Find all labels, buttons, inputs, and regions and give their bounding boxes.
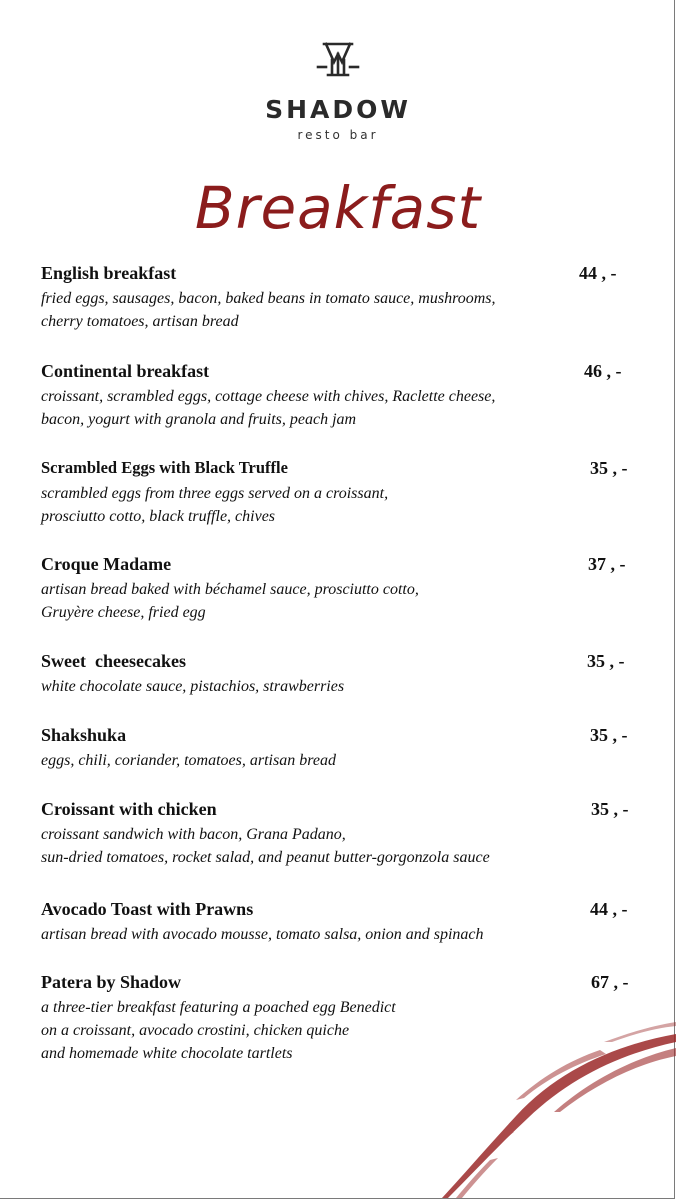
menu-item <box>41 552 641 624</box>
menu-item <box>41 723 641 772</box>
menu-item-name: English breakfast <box>41 263 177 283</box>
menu-item-price: 35 , - <box>590 458 628 478</box>
menu-item-price: 35 , - <box>587 651 625 671</box>
menu-item-description: artisan bread with avocado mousse, tomato salsa, onion and spinach <box>41 926 484 943</box>
menu-item <box>41 797 641 869</box>
menu-item-name: Scrambled Eggs with Black Truffle <box>41 458 288 477</box>
menu-item-description: scrambled eggs from three eggs served on a croissant, prosciutto cotto, black truffle, chives <box>41 485 389 525</box>
menu-item-description: croissant, scrambled eggs, cottage cheese with chives, Raclette cheese, bacon, yogurt with granola and fruits, peach jam <box>41 388 496 428</box>
menu-item-name: Continental breakfast <box>41 361 210 381</box>
menu-item <box>41 359 641 431</box>
menu-title: Breakfast <box>194 174 482 242</box>
menu-item-description: fried eggs, sausages, bacon, baked beans in tomato sauce, mushrooms, cherry tomatoes, artisan bread <box>41 290 496 330</box>
menu-item-name: Croque Madame <box>41 554 172 574</box>
menu-item <box>41 649 641 698</box>
menu-item-name: Patera by Shadow <box>41 972 182 992</box>
menu-item-name: Sweet cheesecakes <box>41 651 186 671</box>
decorative-brush-stroke-icon <box>420 1020 676 1200</box>
menu-item-name: Croissant with chicken <box>41 799 217 819</box>
menu-item-price: 35 , - <box>590 725 628 745</box>
menu-item-price: 44 , - <box>579 263 617 283</box>
menu-item-price: 35 , - <box>591 799 629 819</box>
menu-item-price: 44 , - <box>590 899 628 919</box>
brand-subtitle: resto bar <box>297 128 379 142</box>
menu-item <box>41 261 641 333</box>
menu-item-description: a three-tier breakfast featuring a poached egg Benedict on a croissant, avocado crostini, chicken quiche and homemade white chocolate tartlets <box>41 999 396 1062</box>
menu-item-description: croissant sandwich with bacon, Grana Padano, sun-dried tomatoes, rocket salad, and peanut butter-gorgonzola sauce <box>41 826 490 866</box>
menu-item <box>41 456 641 528</box>
menu-item-description: artisan bread baked with béchamel sauce, prosciutto cotto, Gruyère cheese, fried egg <box>41 581 419 621</box>
menu-item-description: eggs, chili, coriander, tomatoes, artisan bread <box>41 752 336 769</box>
menu-item-price: 37 , - <box>588 554 626 574</box>
menu-item-price: 67 , - <box>591 972 629 992</box>
menu-item-name: Shakshuka <box>41 725 127 745</box>
menu-item <box>41 897 641 946</box>
menu-item-price: 46 , - <box>584 361 622 381</box>
menu-item-name: Avocado Toast with Prawns <box>41 899 254 919</box>
brand-name: SHADOW <box>265 95 411 124</box>
menu-item-description: white chocolate sauce, pistachios, strawberries <box>41 678 345 695</box>
shadow-logo-icon <box>312 40 364 82</box>
